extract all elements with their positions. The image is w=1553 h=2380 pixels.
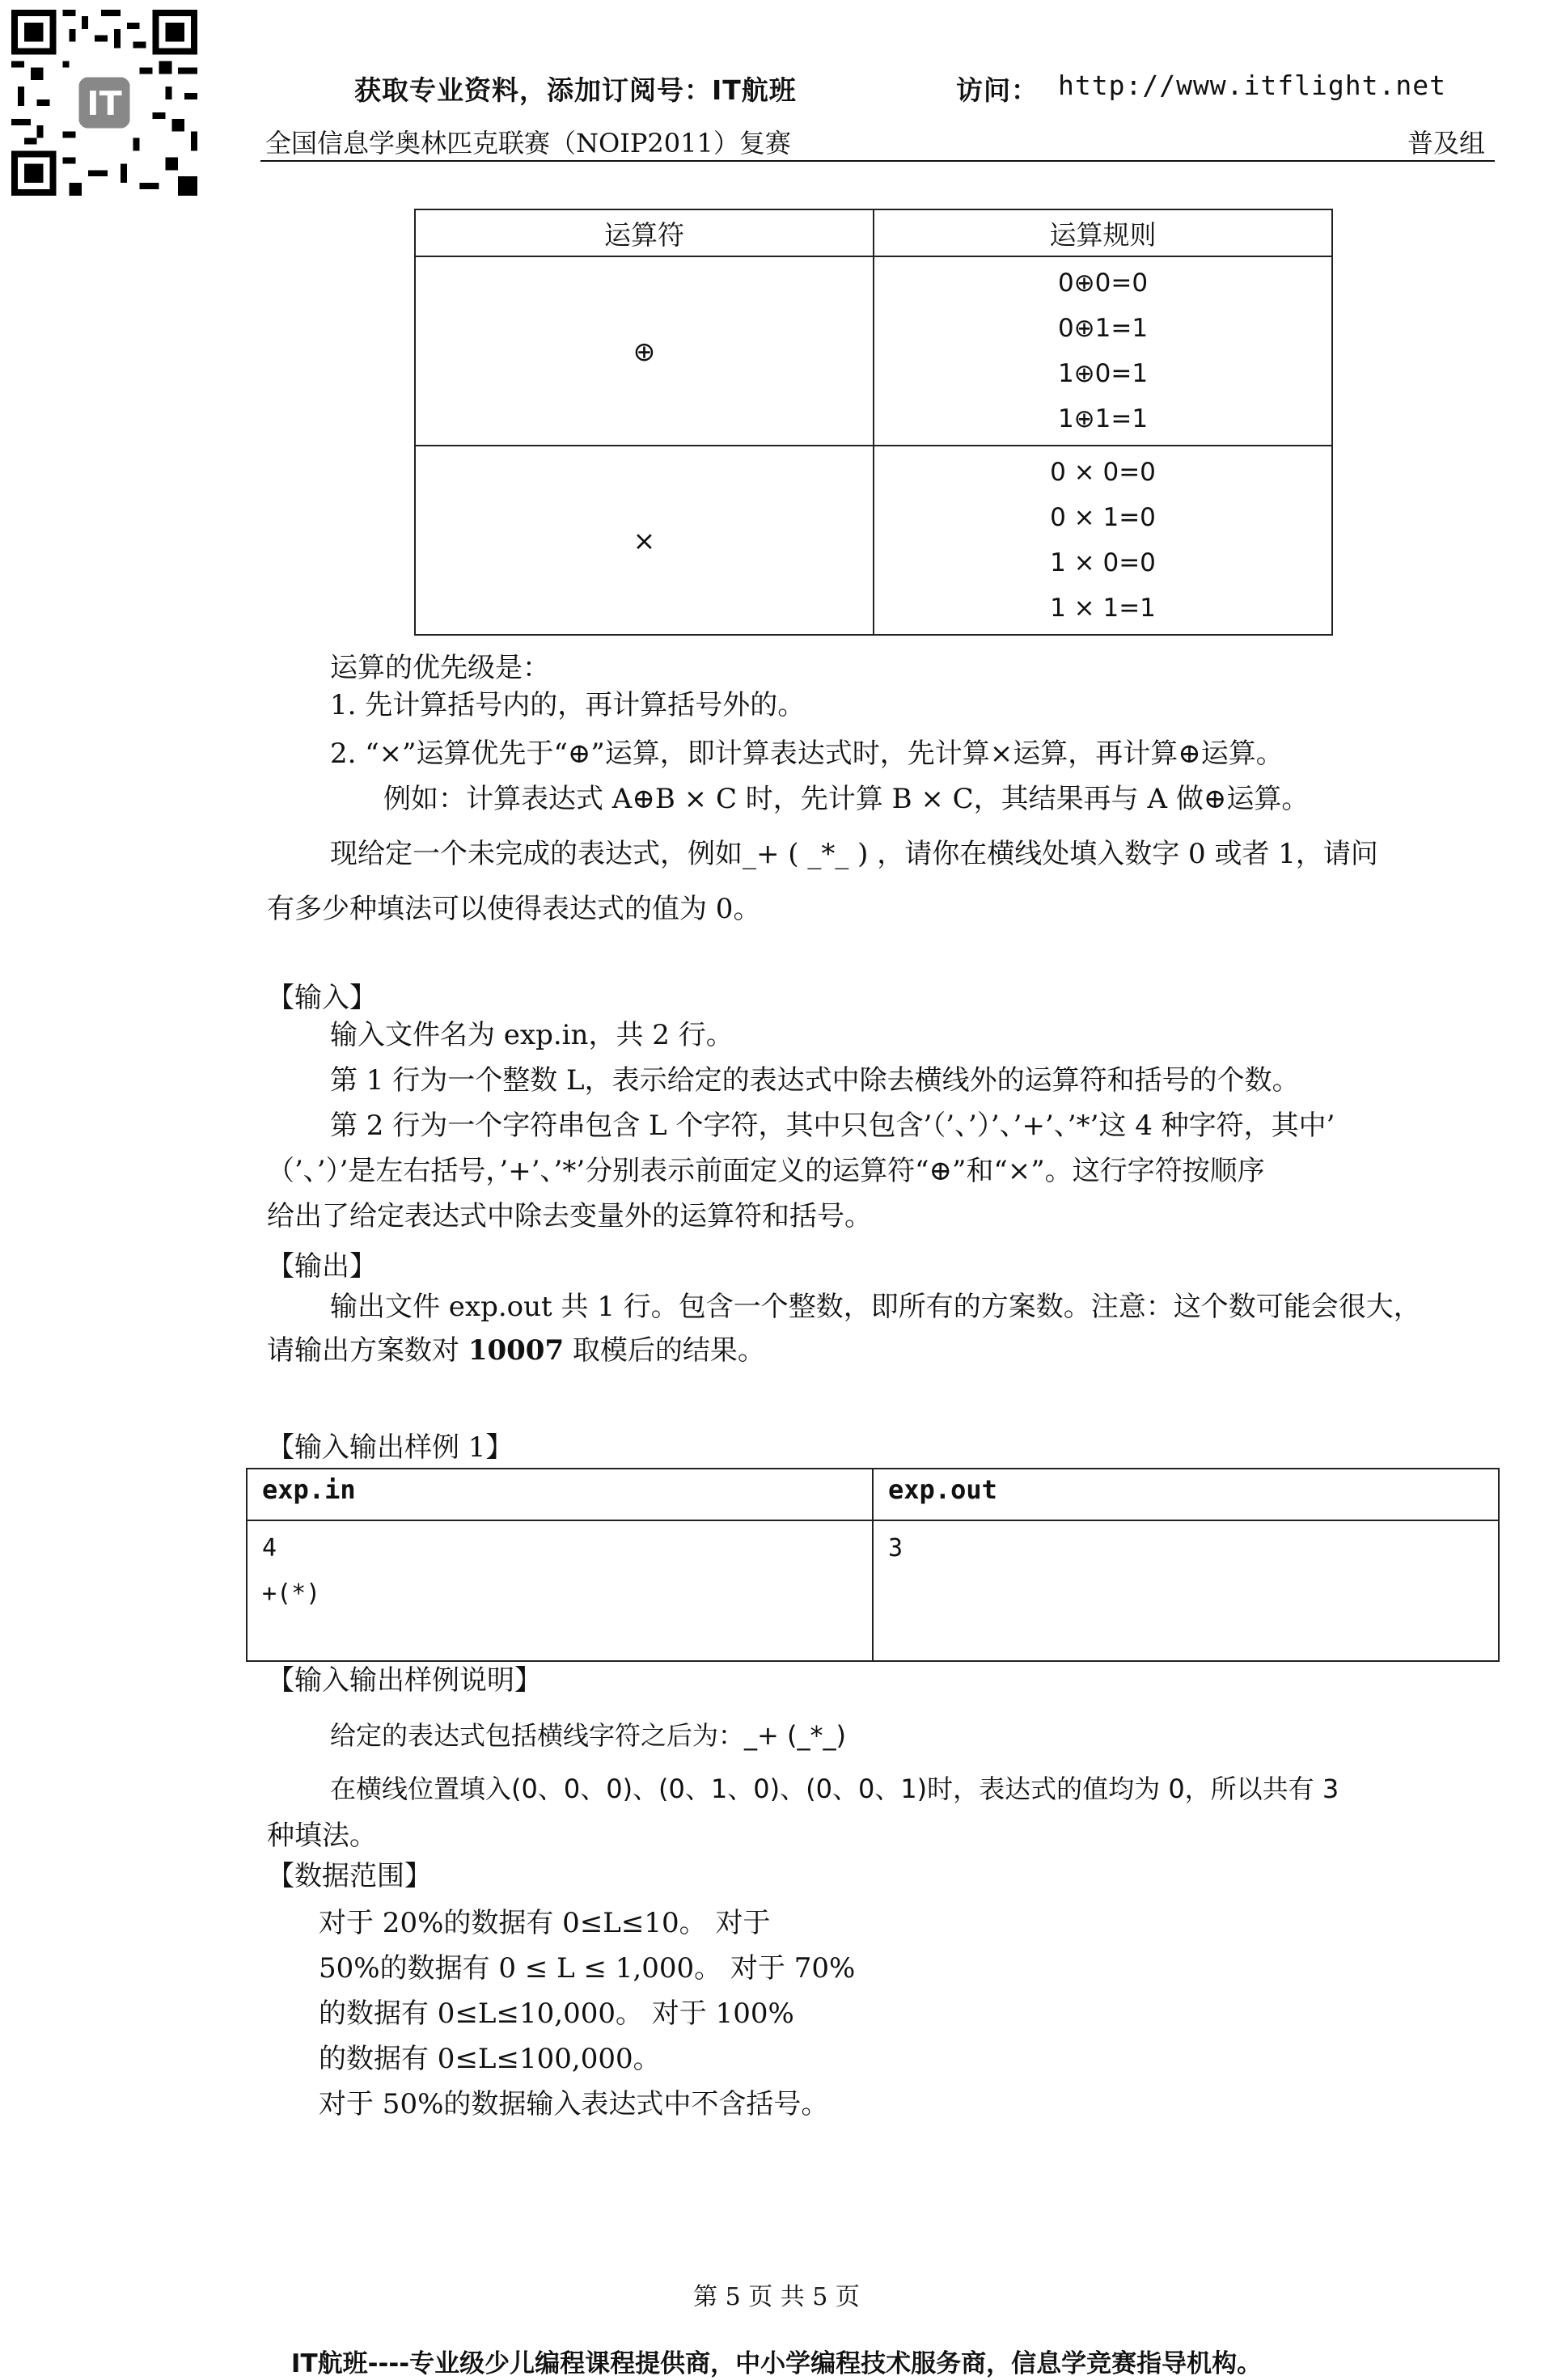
col-header-rules: 运算规则 [874, 209, 1332, 256]
col-header-operator: 运算符 [415, 209, 874, 256]
rules-times [874, 446, 1332, 635]
input-section-title: 【输入】 [267, 982, 377, 1014]
sample-input-line: 4 [262, 1534, 277, 1562]
sample-output-header: exp.out [873, 1469, 1499, 1520]
operator-rule-table [414, 209, 1333, 636]
input-line: 输入文件名为 exp.in，共 2 行。 [330, 1019, 734, 1051]
explain-line-2: 在横线位置填入(0、0、0)、(0、1、0)、(0、0、1)时，表达式的值均为 0，所以共有 3 [330, 1773, 1339, 1804]
range-line: 对于 20%的数据有 0≤L≤10。 对于 [319, 1907, 771, 1939]
site-url-link[interactable]: http://www.itflight.net [1058, 70, 1446, 101]
explain-line-3: 种填法。 [267, 1820, 377, 1852]
priority-intro: 运算的优先级是： [330, 652, 550, 684]
priority-item-2: 2. “×”运算优先于“⊕”运算，即计算表达式时，先计算×运算，再计算⊕运算。 [330, 738, 1284, 770]
priority-item-1: 1. 先计算括号内的，再计算括号外的。 [330, 689, 806, 721]
range-title: 【数据范围】 [267, 1860, 432, 1892]
output-section-title: 【输出】 [267, 1250, 377, 1283]
rule: 1⊕0=1 [1057, 359, 1149, 388]
output-text: 取模后的结果。 [564, 1334, 765, 1367]
table-row [415, 256, 1332, 446]
sample-output-cell [873, 1520, 1499, 1661]
output-text: 请输出方案数对 [267, 1334, 468, 1367]
input-line: 第 1 行为一个整数 L，表示给定的表达式中除去横线外的运算符和括号的个数。 [330, 1064, 1300, 1097]
rules-xor [874, 256, 1332, 446]
page-number: 第 5 页 共 5 页 [693, 2283, 860, 2311]
explain-title: 【输入输出样例说明】 [267, 1664, 542, 1697]
rule: 0 × 1=0 [1050, 503, 1156, 532]
operator-xor: ⊕ [415, 256, 874, 446]
sample-input-header: exp.in [247, 1469, 873, 1520]
output-line-2 [267, 1333, 765, 1368]
sample-input-line: +(*) [262, 1579, 321, 1608]
modulus-value: 10007 [468, 1334, 565, 1367]
range-line: 的数据有 0≤L≤100,000。 [319, 2043, 661, 2075]
footer-brand: IT航班----专业级少儿编程课程提供商，中小学编程技术服务商，信息学竞赛指导机构。 [290, 2349, 1263, 2378]
input-line: 给出了给定表达式中除去变量外的运算符和括号。 [267, 1200, 872, 1232]
rule: 1 × 0=0 [1050, 548, 1156, 577]
sample-title: 【输入输出样例 1】 [267, 1431, 514, 1464]
explain-line-1: 给定的表达式包括横线字符之后为：_+ (_*_) [330, 1720, 846, 1751]
rule: 1⊕1=1 [1057, 404, 1149, 433]
qr-logo-text: IT [87, 84, 122, 124]
visit-label: 访问： [956, 74, 1039, 106]
output-line-1: 输出文件 exp.out 共 1 行。包含一个整数，即所有的方案数。注意：这个数可能会很大， [330, 1291, 1421, 1323]
header-divider [260, 160, 1495, 162]
rule: 0⊕0=0 [1057, 268, 1149, 298]
table-row [415, 446, 1332, 635]
promo-text: 获取专业资料，添加订阅号：IT航班 [354, 74, 797, 106]
problem-line-1: 现给定一个未完成的表达式，例如_+ ( _*_ ) ，请你在横线处填入数字 0 或者 1，请问 [330, 838, 1378, 870]
range-line: 对于 50%的数据输入表达式中不含括号。 [319, 2088, 829, 2120]
sample-io-table [246, 1468, 1500, 1662]
input-line: 第 2 行为一个字符串包含 L 个字符，其中只包含’（’、’）’、’+’、’*’这 4 种字符，其中’ [330, 1110, 1335, 1142]
qr-code-image [11, 10, 197, 196]
range-line: 50%的数据有 0 ≤ L ≤ 1,000。 对于 70% [319, 1952, 856, 1985]
input-line: （’、’）’是左右括号，’+’、’*’分别表示前面定义的运算符“⊕”和“×”。这行字符按顺序 [267, 1155, 1265, 1187]
problem-line-2: 有多少种填法可以使得表达式的值为 0。 [267, 893, 761, 925]
group-label: 普及组 [1407, 128, 1486, 159]
rule: 1 × 1=1 [1050, 594, 1156, 623]
sample-output-line: 3 [888, 1534, 903, 1562]
rule: 0⊕1=1 [1057, 314, 1149, 343]
contest-title: 全国信息学奥林匹克联赛（NOIP2011）复赛 [265, 128, 791, 159]
operator-times: × [415, 446, 874, 635]
rule: 0 × 0=0 [1050, 458, 1156, 487]
priority-example: 例如：计算表达式 A⊕B × C 时，先计算 B × C，其结果再与 A 做⊕运算。 [383, 783, 1310, 815]
sample-input-cell [247, 1520, 873, 1661]
range-line: 的数据有 0≤L≤10,000。 对于 100% [319, 1997, 794, 2030]
